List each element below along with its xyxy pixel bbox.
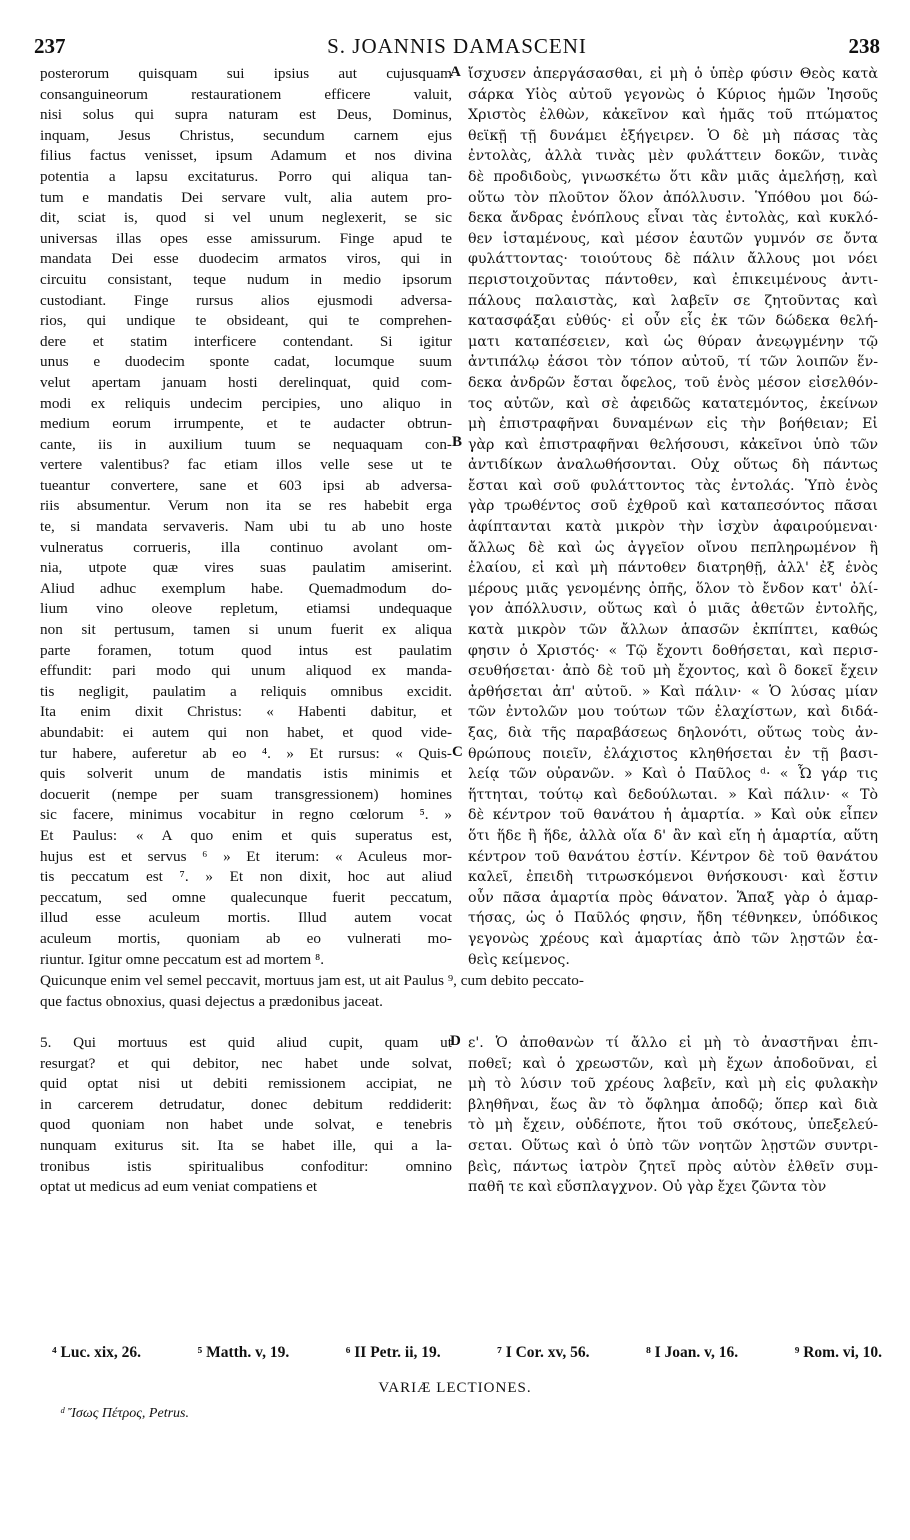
latin-text-line: filius factus venisset, ipsum Adamum et nos divina [40, 147, 452, 165]
latin-text-line: modi ex reliquis undecim percipies, uno aliquo in [40, 394, 452, 412]
latin-text-line: tueantur convertere, sane et 603 ipsi ab adversa- [40, 476, 452, 494]
greek-text-line: τῶν ἐντολῶν μου τούτων τῶν ἐλαχίστων, καὶ διδά- [468, 704, 878, 721]
greek-text-line: θεν ἱσταμένους, καὶ μέσον ἑαυτῶν γυμνόν σε ὄντα [468, 230, 878, 247]
greek-column [468, 64, 878, 970]
latin-text-line: potentia a lapsu excitaturus. Porro qui aliqua tan- [40, 167, 452, 185]
greek-text-line: γεγονὼς χρέους καὶ ἁμαρτίας ἀπὸ τῶν λῃστῶν ἐα- [468, 930, 878, 947]
latin-text-line: nia, utpote quæ vires suas paulatim amiserint. [40, 559, 452, 577]
latin-text-line: rios, qui undique te obsideant, qui te comprehen- [40, 312, 452, 330]
greek-text-line: Χριστὸς ἐλθὼν, κἀκεῖνον καὶ ἡμᾶς τοῦ πτώματος [468, 107, 878, 124]
greek-text-line: ἔσται καὶ σοῦ φυλάττοντος τὰς ἐντολάς. Ὑπὸ ἑνὸς [468, 477, 878, 494]
greek-text-line: σεται. Οὕτως καὶ ὁ ὑπὸ τῶν νοητῶν λῃστῶν συντρι- [468, 1137, 878, 1154]
greek-text-line: ἐλαίου, εἰ καὶ μὴ πάντοθεν διατρηθῇ, ἀλλ' ἐξ ἑνὸς [468, 560, 878, 577]
latin-text-line: vulneratus corrueris, illa continuo avolant om- [40, 538, 452, 556]
variae-lectiones-heading: VARIÆ LECTIONES. [378, 1380, 532, 1396]
latin-text-line: non sit pertusum, tamen si unum fuerit ex aliqua [40, 621, 452, 639]
greek-text-line: τήσας, ὡς ὁ Παῦλός φησιν, ἤδη τέθνηκεν, ὑπόδικος [468, 910, 878, 927]
running-header [34, 34, 880, 62]
spanning-text-line: que factus obnoxius, quasi dejectus a prædonibus jaceat. [40, 992, 383, 1010]
spanning-text-line: Quicunque enim vel semel peccavit, mortuus jam est, ut ait Paulus ⁹, cum debito peccato- [40, 972, 584, 989]
greek-text-line: μὴ ἐπιστραφῆναι δυναμένων εἰς τὴν βοήθειαν; Εἰ [468, 416, 878, 433]
greek-text-line: σευθήσεται· ἀπὸ δὲ τοῦ μὴ ἔχοντος, καὶ ὃ δοκεῖ ἔχειν [468, 663, 878, 680]
greek-text-line: οὕτω τὸν πλοῦτον ὅλον ἀπόλλυσιν. Ὑπόθου μοι δώ- [468, 189, 878, 206]
latin-text-line: illud esse aculeum mortis. Illud autem vocat [40, 909, 452, 927]
margin-marker-a: A [450, 64, 461, 80]
greek-text-line: φυλάττοντας· τοιούτους δὲ πάλιν ἄλλους μοι νόει [468, 251, 878, 268]
footnotes [52, 1344, 882, 1362]
latin-text-line: tum e mandatis Dei servare vult, alia autem pro- [40, 188, 452, 206]
greek-text-line: δὲ κέντρον τοῦ θανάτου ἡ ἁμαρτία. » Καὶ οὐκ εἶπεν [468, 807, 878, 824]
greek-text-line: κέντρον τοῦ θανάτου ἐστίν. Κέντρον δὲ τοῦ θανάτου [468, 848, 878, 865]
greek-text-line: ποθεῖ; καὶ ὁ χρεωστῶν, καὶ μὴ ἔχων ἀποδοῦναι, εἰ [468, 1055, 878, 1072]
latin-text-line: in carcerem detrudatur, donec debitum reddiderit: [40, 1095, 452, 1113]
latin-column-section-5 [40, 1033, 452, 1198]
greek-text-line: τος αὐτῶν, καὶ σὲ ἀφειδῶς κατατεμόντος, ἐκείνων [468, 395, 878, 412]
latin-text-line: velut apertam januam hosti derelinquat, quid com- [40, 373, 452, 391]
latin-text-line: optat ut medicus ad eum veniat compatiens et [40, 1178, 318, 1196]
footnote: ⁴ Luc. xix, 26. [52, 1344, 142, 1361]
greek-text-line: μέρους μιᾶς γενομένης ὀπῆς, ὅλον τὸ ἔνδον κατ' ὀλί- [468, 580, 878, 597]
greek-text-line: φησιν ὁ Χριστός· « Τῷ ἔχοντι δοθήσεται, καὶ περισ- [468, 642, 878, 659]
latin-text-line: unus e duodecim sponte cadat, locumque suum [40, 353, 452, 371]
margin-marker-c: C [452, 744, 463, 760]
greek-text-line: λείᾳ τῶν οὐρανῶν. » Καὶ ὁ Παῦλος ᵈ· « Ὧ γάρ τις [468, 766, 878, 783]
greek-text-line: θεϊκῇ τῇ δυνάμει ἐξήγειρεν. Ὁ δὲ μὴ πάσας τὰς [468, 127, 878, 144]
greek-text-line: σάρκα Υἱὸς αὐτοῦ γεγονὼς ὁ Κύριος ἡμῶν Ἰησοῦς [468, 86, 878, 103]
greek-text-line: ἐντολὰς, ἀλλὰ τινὰς μὲν φυλάττειν δοκῶν, τινὰς [468, 148, 878, 165]
latin-text-line: effundit: pari modo qui unum aliquod ex manda- [40, 662, 452, 680]
latin-text-line: abundabit: ei autem qui non habet, et quod vide- [40, 724, 452, 741]
latin-text-line: lium vino oleove repletum, etiamsi undequaque [40, 600, 452, 618]
greek-column-section-5 [468, 1033, 878, 1198]
greek-text-line: περιστοιχοῦντας πάντοθεν, καὶ ἐπικειμένους ἀντι- [468, 271, 878, 288]
greek-text-line: δὲ προδιδοὺς, γινωσκέτω ὅτι κἂν μιᾶς ἀμελήσῃ, καὶ [468, 168, 878, 185]
greek-text-line: μὴ τὸ λύσιν τοῦ χρέους λαβεῖν, καὶ μὴ εἰς φυλακὴν [468, 1076, 878, 1093]
greek-text-line: θρώπους ποιεῖν, ἐλάχιστος κληθήσεται ἐν τῇ βασι- [468, 745, 878, 762]
latin-text-line: posterorum quisquam sui ipsius aut cujusquam [40, 65, 452, 82]
latin-text-line: custodiant. Finge rursus alios ejusmodi adversa- [40, 291, 452, 309]
latin-text-line: mandata Dei esse duodecim armatos viros, qui in [40, 250, 452, 268]
greek-text-line: γὰρ τρωθέντος σοῦ ἐχθροῦ καὶ καταπεσόντος πᾶσαι [468, 498, 878, 515]
latin-text-line: sic facere, minimus vocabitur in regno cœlorum ⁵. » [40, 806, 452, 824]
greek-text-line: δεκα ἄνδρας ἐνόπλους εἶναι τὰς ἐντολὰς, καὶ κυκλό- [468, 210, 878, 227]
greek-text-line: γὰρ καὶ ἐπιστραφῆναι θελήσουσι, κἀκεῖνοι ὑπὸ τῶν [468, 436, 878, 453]
greek-text-line: ἀντιδίκων ἀναλωθήσονται. Οὐχ οὕτως δὴ πάντως [468, 457, 878, 474]
latin-text-line: Aliud adhuc exemplum habe. Quemadmodum do- [40, 579, 452, 597]
latin-text-line: tronibus istis spiritualibus confoditur: omnino [40, 1157, 452, 1175]
greek-text-line: τὸ μὴ ἔχειν, οὐδέποτε, ἤτοι τοῦ σκότους, ὑπεξελεύ- [468, 1117, 878, 1134]
greek-text-line: θεὶς κείμενος. [468, 951, 570, 968]
greek-text-line: δεκα ἀνδρῶν ἔσται ὄφελος, τοῦ ἑνὸς μέσον εἰσελθόν- [468, 374, 878, 391]
greek-text-line: βεὶς, πάντως ἰατρὸν ζητεῖ πρὸς αὐτὸν ἐλθεῖν συμ- [468, 1158, 878, 1175]
greek-text-line: καλεῖ, ἐπειδὴ τιτρωσκόμενοι θνήσκουσι· καὶ ἔστιν [468, 869, 878, 886]
greek-text-line: ἀντιπάλῳ ἐάσοι τὸν τόπον αὐτοῦ, τί τῶν λοιπῶν ἕν- [468, 354, 878, 371]
greek-text-line: ἄλλως δὲ καὶ ὡς ἀγγεῖον οἴνου πεπληρωμένον ἢ [468, 539, 878, 556]
latin-text-line: peccatum, sed omne qualecunque fuerit peccatum, [40, 888, 452, 906]
variae-lectiones-note: ᵈ Ἴσως Πέτρος, Petrus. [60, 1406, 189, 1421]
latin-column [40, 64, 452, 970]
greek-text-line: ἀφίπτανται κατὰ μικρὸν τὴν ἰσχὺν ἀφαιρούμεναι· [468, 519, 878, 536]
greek-text-line: πάλους παλαιστὰς, καὶ λαβεῖν σε ζητοῦντας καὶ [468, 292, 878, 309]
latin-text-line: medium eorum irrumpente, et te audacter obtrun- [40, 415, 452, 433]
latin-text-line: 5. Qui mortuus est quid aliud cupit, quam ut [40, 1034, 452, 1051]
latin-text-line: tur habere, auferetur ab eo ⁴. » Et rursus: « Quis- [40, 744, 452, 762]
greek-text-line: κατὰ μικρὸν τῶν ἄλλων ἁπασῶν ἐκπίπτει, καθώς [468, 622, 878, 639]
page-number-left: 237 [34, 34, 66, 58]
latin-text-line: universas illas opes esse amissurum. Finge apud te [40, 229, 452, 247]
latin-text-line: quis solverit unum de mandatis istis minimis et [40, 765, 452, 783]
greek-text-line: παθῆ τε καὶ εὔσπλαγχνον. Οὐ γὰρ ἔχει ζῶντα τὸν [468, 1179, 827, 1196]
latin-text-line: Ita enim dixit Christus: « Habenti dabitur, et [40, 703, 452, 721]
greek-text-line: ματι καταπέσειεν, καὶ ὡς θύραν ἀνεῳγμένην τῷ [468, 333, 878, 350]
latin-text-line: te, si mandata servaveris. Nam ubi tu ab uno hoste [40, 518, 452, 536]
latin-text-line: dere et statim interficere contendant. Si igitur [40, 332, 452, 350]
footnote: ⁷ I Cor. xv, 56. [497, 1344, 590, 1361]
latin-text-line: dit, sciat is, quod si vel unum neglexerit, se sic [40, 209, 452, 227]
spanning-lines [40, 971, 880, 1012]
latin-text-line: aculeum mortis, quoniam ab eo vulnerati mo- [40, 929, 452, 947]
running-title: S. JOANNIS DAMASCENI [327, 34, 587, 58]
latin-text-line: vertere valentibus? fac etiam illos velle sese ut te [40, 456, 452, 474]
greek-text-line: ἴσχυσεν ἀπεργάσασθαι, εἰ μὴ ὁ ὑπὲρ φύσιν Θεὸς κατὰ [468, 66, 878, 82]
latin-text-line: parte foramen, totum quod intus est paulatim [40, 641, 452, 659]
footnote: ⁸ I Joan. v, 16. [646, 1344, 739, 1361]
latin-text-line: hujus est et servus ⁶ » Et iterum: « Aculeus mor- [40, 847, 452, 865]
greek-text-line: ξας, διὰ τῆς παραβάσεως δηλονότι, οὕτως τοὺς ἀν- [468, 725, 878, 741]
greek-text-line: βληθῆναι, ἕως ἂν τὸ ὄφλημα ἀποδῷ; ὅπερ καὶ διὰ [468, 1096, 878, 1113]
latin-text-line: quid optat nisi ut debiti remissionem accipiat, ne [40, 1075, 452, 1093]
footnote: ⁹ Rom. vi, 10. [794, 1344, 882, 1361]
latin-text-line: Et Paulus: « A quo enim et quis superatus est, [40, 826, 452, 844]
footnote: ⁶ II Petr. ii, 19. [345, 1344, 441, 1361]
latin-text-line: riuntur. Igitur omne peccatum est ad mortem ⁸. [40, 950, 325, 968]
latin-text-line: tis negligit, paulatim a reliquis omnibus excidit. [40, 682, 452, 700]
latin-text-line: tis peccatum est ⁷. » Et non dixit, hoc aut aliud [40, 868, 452, 886]
latin-text-line: nunquam exiturus sit. Ita se habet ille, qui a la- [40, 1136, 452, 1154]
latin-text-line: docuerit (nempe per suam transgressionem) homines [40, 785, 452, 803]
latin-text-line: riis absumentur. Verum non ita se res habebit erga [40, 497, 452, 515]
latin-text-line: circuitu consistant, teque nudum in medio ipsorum [40, 270, 452, 288]
latin-text-line: nisi solus qui supra naturam est Deus, Dominus, [40, 106, 452, 124]
greek-text-line: γον ἀπόλλυσιν, οὕτως καὶ ὁ μιᾶς ἀθετῶν ἐντολῆς, [468, 601, 878, 618]
greek-text-line: ἀρθήσεται ἀπ' αὐτοῦ. » Καὶ πάλιν· « Ὁ λύσας μίαν [468, 683, 878, 700]
latin-text-line: cante, iis in auxilium tuum se nequaquam con- [40, 435, 452, 453]
margin-marker-b: B [452, 434, 463, 450]
margin-marker-d: D [450, 1033, 461, 1049]
latin-text-line: inquam, Jesus Christus, secundum carnem ejus [40, 126, 452, 144]
latin-text-line: consanguineorum restaurationem efficere valuit, [40, 85, 452, 103]
greek-text-line: κατασφάξαι εὐθύς· εἰ οὖν εἷς ἐκ τῶν δώδεκα θελή- [468, 313, 878, 330]
latin-text-line: quod quoniam non habet unde solvat, e tenebris [40, 1116, 452, 1134]
latin-text-line: resurgat? et qui debitor, nec habet unde solvat, [40, 1054, 452, 1072]
greek-text-line: οὖν πᾶσα ἁμαρτία πρὸς θάνατον. Ἅπαξ γὰρ ὁ ἁμαρ- [468, 889, 878, 906]
greek-text-line: ε'. Ὁ ἀποθανὼν τί ἄλλο εἰ μὴ τὸ ἀναστῆναι ἐπι- [468, 1035, 878, 1051]
page-number-right: 238 [848, 34, 880, 58]
footnote: ⁵ Matth. v, 19. [197, 1344, 290, 1361]
greek-text-line: ὅτι ἥδε ἢ ἥδε, ἀλλὰ οἵα δ' ἂν καὶ εἴη ἡ ἁμαρτία, αὕτη [468, 827, 878, 844]
greek-text-line: ἥττηται, τούτῳ καὶ δεδούλωται. » Καὶ πάλιν· « Τὸ [468, 786, 878, 803]
